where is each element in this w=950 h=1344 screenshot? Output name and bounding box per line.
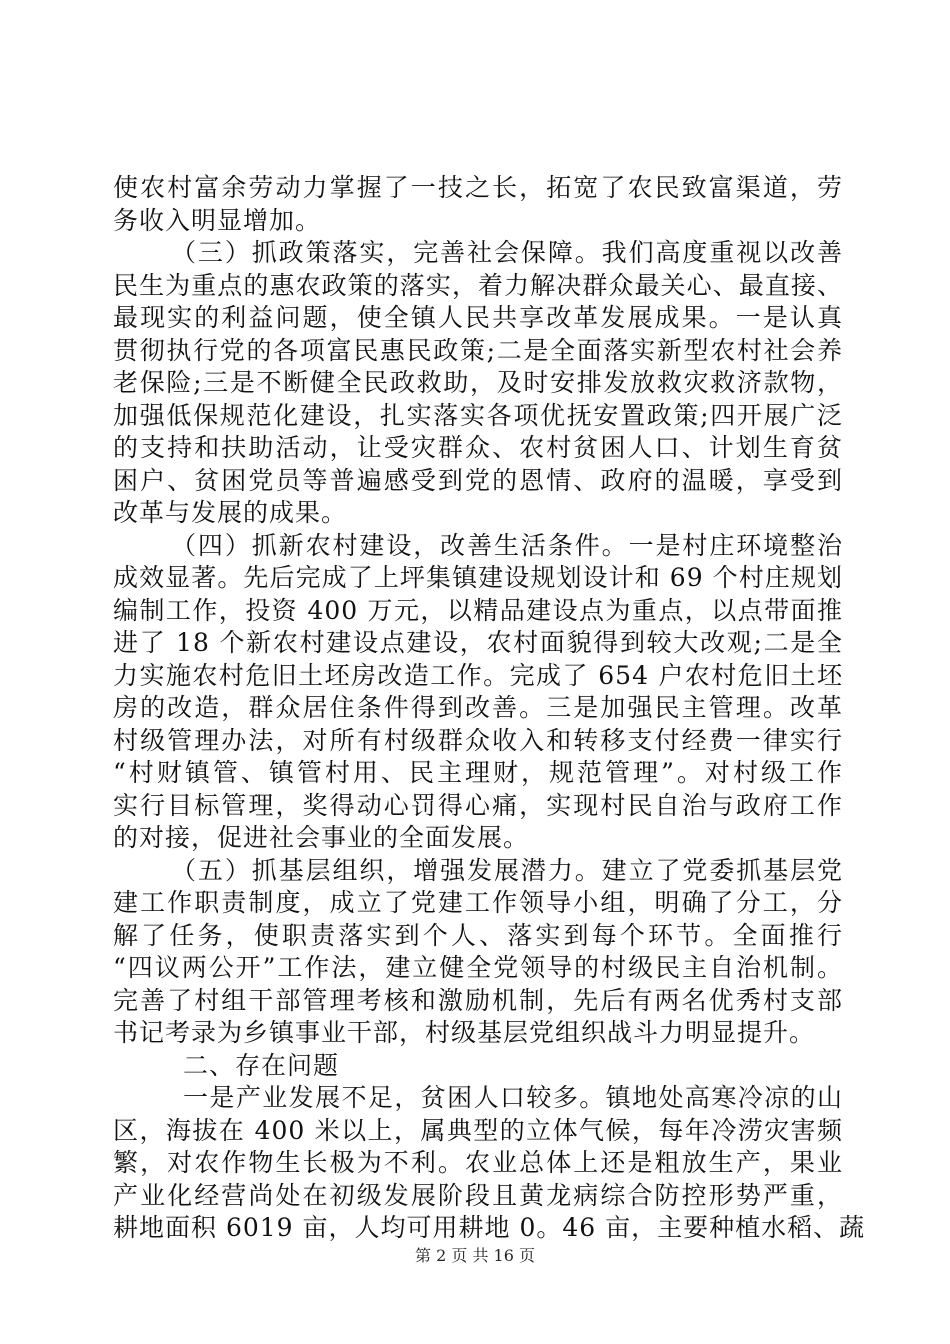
- text-line: 成效显著。先后完成了上坪集镇建设规划设计和 69 个村庄规划: [113, 563, 843, 592]
- text-line: 力实施农村危旧土坯房改造工作。完成了 654 户农村危旧土坯: [113, 660, 843, 690]
- text-line: 的支持和扶助活动，让受灾群众、农村贫困人口、计划生育贫: [113, 433, 843, 462]
- text-line: 进了 18 个新农村建设点建设，农村面貌得到较大改观;二是全: [113, 628, 843, 657]
- text-line: 实行目标管理，奖得动心罚得心痛，实现村民自治与政府工作: [113, 790, 843, 820]
- text-line: 最现实的利益问题，使全镇人民共享改革发展成果。一是认真: [113, 303, 843, 332]
- text-line: 建工作职责制度，成立了党建工作领导小组，明确了分工，分: [113, 888, 843, 917]
- text-line: 产业化经营尚处在初级发展阶段且黄龙病综合防控形势严重，: [113, 1180, 843, 1210]
- text-line: 书记考录为乡镇事业干部，村级基层党组织战斗力明显提升。: [113, 1018, 816, 1047]
- text-line: （三）抓政策落实，完善社会保障。我们高度重视以改善: [171, 238, 843, 267]
- text-line: 一是产业发展不足，贫困人口较多。镇地处高寒冷凉的山: [183, 1083, 843, 1112]
- text-line: 区，海拔在 400 米以上，属典型的立体气候，每年冷涝灾害频: [113, 1115, 843, 1145]
- text-line: 村级管理办法，对所有村级群众收入和转移支付经费一律实行: [113, 725, 843, 755]
- text-line: 房的改造，群众居住条件得到改善。三是加强民主管理。改革: [113, 693, 843, 722]
- text-line: 困户、贫困党员等普遍感受到党的恩情、政府的温暖，享受到: [113, 465, 843, 495]
- text-line: 老保险;三是不断健全民政救助，及时安排发放救灾救济款物，: [113, 368, 843, 397]
- text-line: “四议两公开”工作法，建立健全党领导的村级民主自治机制。: [113, 953, 843, 982]
- text-line: （四）抓新农村建设，改善生活条件。一是村庄环境整治: [171, 530, 843, 560]
- text-line: 解了任务，使职责落实到个人、落实到每个环节。全面推行: [113, 920, 843, 950]
- text-line: 耕地面积 6019 亩，人均可用耕地 0。46 亩，主要种植水稻、蔬: [113, 1213, 866, 1242]
- page-footer: 第 2 页 共 16 页: [415, 1246, 535, 1265]
- text-line: 民生为重点的惠农政策的落实，着力解决群众最关心、最直接、: [113, 270, 843, 300]
- text-line: （五）抓基层组织，增强发展潜力。建立了党委抓基层党: [171, 855, 843, 885]
- text-line: 繁，对农作物生长极为不利。农业总体上还是粗放生产，果业: [113, 1148, 843, 1177]
- text-line: “村财镇管、镇管村用、民主理财，规范管理”。对村级工作: [113, 758, 843, 787]
- text-line: 改革与发展的成果。: [113, 498, 348, 527]
- text-line: 的对接，促进社会事业的全面发展。: [113, 823, 530, 852]
- text-line: 二、存在问题: [183, 1050, 340, 1080]
- text-line: 加强低保规范化建设，扎实落实各项优抚安置政策;四开展广泛: [113, 400, 843, 430]
- text-line: 务收入明显增加。: [113, 205, 322, 235]
- text-line: 使农村富余劳动力掌握了一技之长，拓宽了农民致富渠道，劳: [113, 173, 843, 202]
- text-line: 贯彻执行党的各项富民惠民政策;二是全面落实新型农村社会养: [113, 335, 843, 365]
- document-body: [113, 172, 866, 1245]
- text-line: 编制工作，投资 400 万元，以精品建设点为重点，以点带面推: [113, 595, 843, 625]
- text-line: 完善了村组干部管理考核和激励机制，先后有两名优秀村支部: [113, 985, 843, 1015]
